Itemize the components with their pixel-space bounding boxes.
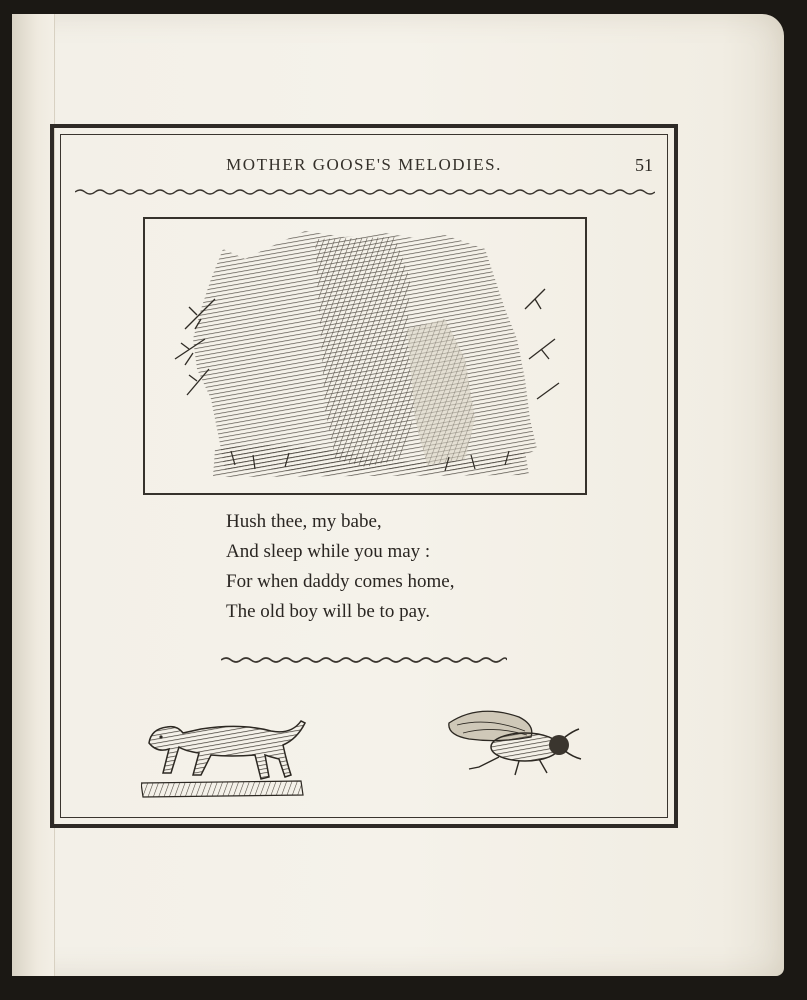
page-frame-outer [50,124,678,828]
dog-woodcut-icon [141,713,311,803]
header-wavy-rule [75,187,655,197]
page-gutter [12,14,55,976]
running-header [61,155,667,181]
tree-woodcut-icon [145,219,585,493]
page-frame-inner [60,134,668,818]
verse-block [226,507,454,627]
verse-line: The old boy will be to pay. [226,601,431,622]
fly-woodcut-icon [439,703,589,793]
verse-wavy-rule [221,655,507,665]
verse-line: Hush thee, my babe, [226,511,382,532]
page-number: 51 [635,155,653,175]
verse-line: And sleep while you may : [226,541,431,562]
running-title: MOTHER GOOSE'S MELODIES. [226,155,502,174]
book-page [12,14,784,976]
illustration-frame [143,217,587,495]
verse-line: For when daddy comes home, [226,571,455,592]
